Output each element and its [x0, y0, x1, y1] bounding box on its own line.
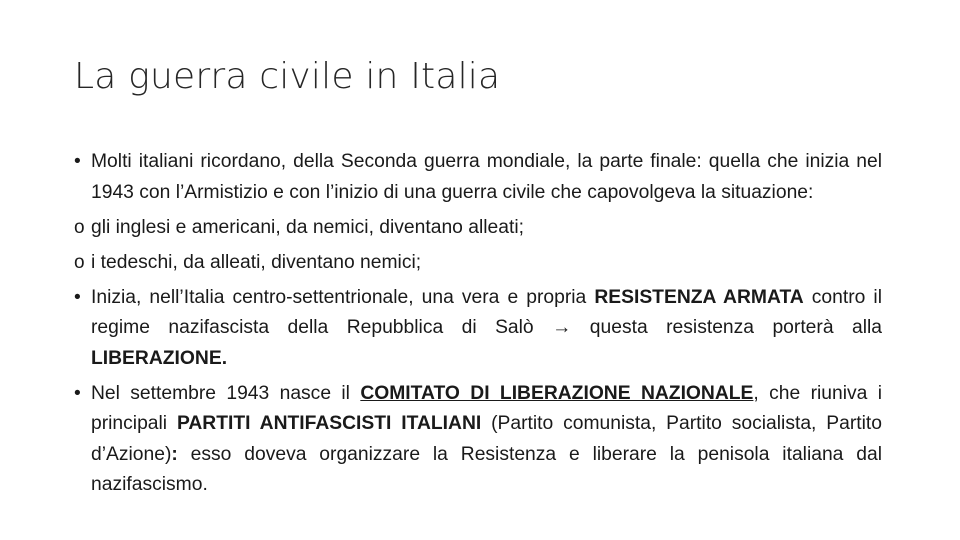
bullet-text: (Partito comunista, Partito socialista, Partito d’Azione): [91, 413, 882, 465]
bullet-item: [74, 147, 882, 208]
bullet-text: questa resistenza porterà alla: [571, 317, 882, 338]
bullet-text: .: [221, 347, 228, 369]
bullet-text: esso doveva organizzare la Resistenza e liberare la penisola italiana dal nazifascismo.: [91, 443, 882, 495]
bullet-text: , che riuniva i principali: [91, 382, 882, 434]
bullet-marker: o: [74, 216, 85, 238]
bullet-text: :: [171, 443, 178, 465]
bullet-text: contro il regime nazifascista della Repubblica di Salò: [91, 286, 882, 338]
bold-term-liberazione: LIBERAZIONE: [91, 347, 222, 369]
bold-term-cln: COMITATO DI LIBERAZIONE NAZIONALE: [360, 382, 754, 404]
bullet-text: Molti italiani ricordano, della Seconda guerra mondiale, la parte finale: quella che inizia nel 1943 con l’Armistizio e con l’inizio di una guerra civile che capovolgeva la situazione:: [91, 151, 882, 203]
bullet-marker: •: [74, 151, 81, 172]
sub-bullet-item: [74, 213, 882, 244]
slide-body: [74, 147, 882, 505]
bullet-marker: o: [74, 251, 85, 273]
bullet-text: Nel settembre 1943 nasce il: [91, 382, 361, 404]
bullet-text: Inizia, nell’Italia centro-settentrionale, una vera e propria: [91, 286, 595, 308]
arrow-right-icon: →: [552, 317, 572, 338]
bullet-marker: •: [74, 382, 81, 404]
bullet-item: [74, 283, 882, 375]
bullet-text: gli inglesi e americani, da nemici, diventano alleati;: [91, 216, 524, 238]
slide-title: La guerra civile in Italia: [74, 56, 501, 97]
bold-term-partiti: PARTITI ANTIFASCISTI ITALIANI: [176, 413, 482, 434]
bullet-marker: •: [74, 286, 81, 308]
bullet-text: i tedeschi, da alleati, diventano nemici;: [91, 251, 422, 273]
sub-bullet-item: [74, 248, 882, 279]
bold-term-resistenza-armata: RESISTENZA ARMATA: [594, 286, 804, 308]
bullet-item: [74, 379, 882, 501]
